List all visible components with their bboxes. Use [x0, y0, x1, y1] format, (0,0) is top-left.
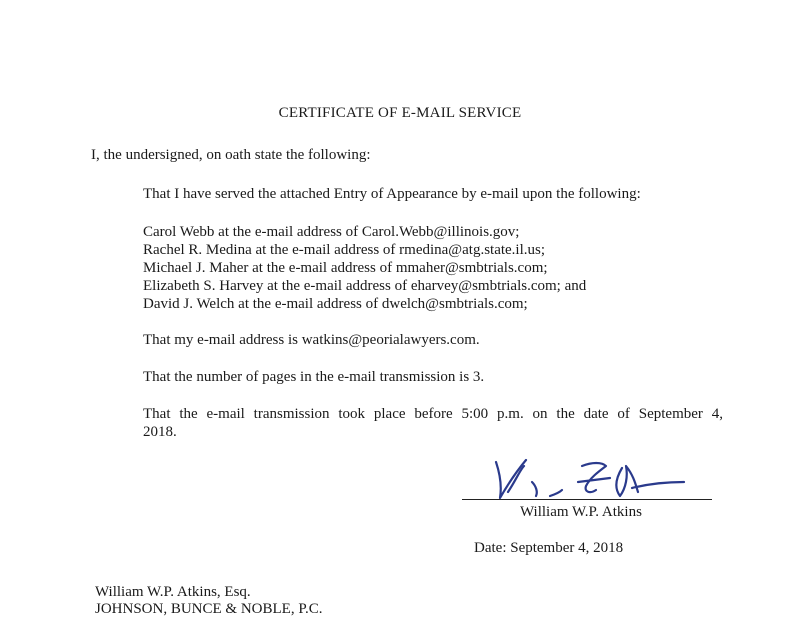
- signature-line: [462, 499, 712, 500]
- transmission-statement-line2: 2018.: [143, 424, 177, 440]
- email-statement: That my e-mail address is watkins@peorialawyers.com.: [143, 332, 480, 348]
- recipient-item: Elizabeth S. Harvey at the e-mail address of eharvey@smbtrials.com; and: [143, 278, 587, 294]
- recipient-item: Michael J. Maher at the e-mail address of mmaher@smbtrials.com;: [143, 260, 548, 276]
- recipient-item: David J. Welch at the e-mail address of dwelch@smbtrials.com;: [143, 296, 528, 312]
- recipient-item: Rachel R. Medina at the e-mail address of rmedina@atg.state.il.us;: [143, 242, 546, 258]
- footer-attorney-name: William W.P. Atkins, Esq.: [95, 584, 251, 600]
- oath-intro: I, the undersigned, on oath state the following:: [91, 147, 371, 163]
- signer-name: William W.P. Atkins: [520, 504, 642, 520]
- transmission-statement-line1: That the e-mail transmission took place before 5:00 p.m. on the date of September 4,: [143, 406, 723, 422]
- served-statement: That I have served the attached Entry of Appearance by e-mail upon the following:: [143, 186, 641, 202]
- signature-date: Date: September 4, 2018: [474, 540, 624, 556]
- pages-statement: That the number of pages in the e-mail transmission is 3.: [143, 369, 485, 385]
- footer-firm-name: JOHNSON, BUNCE & NOBLE, P.C.: [95, 601, 323, 617]
- recipient-item: Carol Webb at the e-mail address of Carol.Webb@illinois.gov;: [143, 224, 520, 240]
- signature-strokes: [496, 460, 684, 498]
- certificate-title: CERTIFICATE OF E-MAIL SERVICE: [278, 105, 522, 121]
